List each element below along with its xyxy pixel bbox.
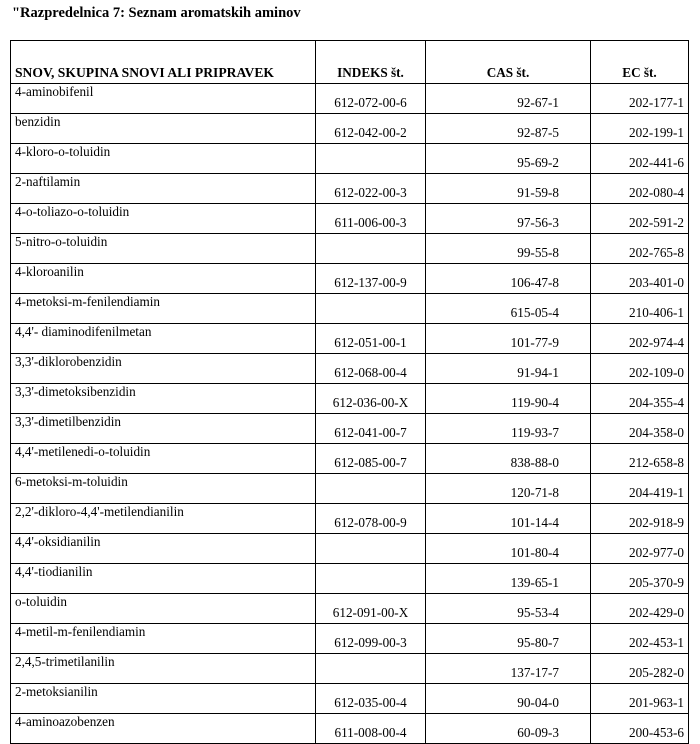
cell-index: 611-006-00-3 [316, 204, 426, 234]
cell-cas: 106-47-8 [426, 264, 591, 294]
cell-cas: 99-55-8 [426, 234, 591, 264]
cell-substance: 6-metoksi-m-toluidin [11, 474, 316, 504]
cell-index: 612-085-00-7 [316, 444, 426, 474]
cell-cas: 95-53-4 [426, 594, 591, 624]
aromatic-amines-table [10, 40, 689, 744]
cell-substance: 4,4'-oksidianilin [11, 534, 316, 564]
cell-index [316, 234, 426, 264]
table-row [11, 324, 689, 354]
cell-cas: 838-88-0 [426, 444, 591, 474]
cell-ec: 202-441-6 [591, 144, 689, 174]
cell-ec: 202-080-4 [591, 174, 689, 204]
cell-substance: 3,3'-dimetilbenzidin [11, 414, 316, 444]
table-row [11, 624, 689, 654]
header-index: INDEKS št. [316, 41, 426, 84]
cell-index: 612-022-00-3 [316, 174, 426, 204]
table-row [11, 114, 689, 144]
cell-index: 612-072-00-6 [316, 84, 426, 114]
table-row [11, 684, 689, 714]
cell-cas: 139-65-1 [426, 564, 591, 594]
cell-ec: 205-282-0 [591, 654, 689, 684]
header-substance: SNOV, SKUPINA SNOVI ALI PRIPRAVEK [11, 41, 316, 84]
table-row [11, 234, 689, 264]
cell-substance: 4-aminobifenil [11, 84, 316, 114]
cell-index: 612-035-00-4 [316, 684, 426, 714]
cell-substance: 4,4'-tiodianilin [11, 564, 316, 594]
cell-substance: 3,3'-dimetoksibenzidin [11, 384, 316, 414]
table-row [11, 84, 689, 114]
table-header-row [11, 41, 689, 84]
cell-cas: 101-80-4 [426, 534, 591, 564]
cell-cas: 95-80-7 [426, 624, 591, 654]
table-row [11, 414, 689, 444]
cell-ec: 202-918-9 [591, 504, 689, 534]
cell-cas: 91-94-1 [426, 354, 591, 384]
cell-cas: 92-87-5 [426, 114, 591, 144]
table-body [11, 84, 689, 744]
cell-ec: 204-419-1 [591, 474, 689, 504]
document-title: "Razpredelnica 7: Seznam aromatskih aminov [12, 5, 301, 21]
cell-cas: 60-09-3 [426, 714, 591, 744]
cell-substance: 4-aminoazobenzen [11, 714, 316, 744]
cell-substance: 4-metil-m-fenilendiamin [11, 624, 316, 654]
cell-index: 612-041-00-7 [316, 414, 426, 444]
cell-index: 612-068-00-4 [316, 354, 426, 384]
cell-index: 612-091-00-X [316, 594, 426, 624]
cell-ec: 202-977-0 [591, 534, 689, 564]
cell-ec: 202-765-8 [591, 234, 689, 264]
cell-cas: 90-04-0 [426, 684, 591, 714]
cell-ec: 202-429-0 [591, 594, 689, 624]
cell-substance: 4,4'-metilenedi-o-toluidin [11, 444, 316, 474]
cell-substance: 4-kloroanilin [11, 264, 316, 294]
cell-ec: 203-401-0 [591, 264, 689, 294]
table-row [11, 204, 689, 234]
cell-substance: 4-metoksi-m-fenilendiamin [11, 294, 316, 324]
table-row [11, 714, 689, 744]
cell-substance: 4-o-toliazo-o-toluidin [11, 204, 316, 234]
cell-substance: 5-nitro-o-toluidin [11, 234, 316, 264]
cell-substance: 4,4'- diaminodifenilmetan [11, 324, 316, 354]
cell-index: 612-051-00-1 [316, 324, 426, 354]
cell-cas: 101-77-9 [426, 324, 591, 354]
cell-substance: benzidin [11, 114, 316, 144]
cell-index: 611-008-00-4 [316, 714, 426, 744]
cell-cas: 119-90-4 [426, 384, 591, 414]
cell-index: 612-078-00-9 [316, 504, 426, 534]
cell-index: 612-099-00-3 [316, 624, 426, 654]
cell-index [316, 654, 426, 684]
table-row [11, 384, 689, 414]
cell-cas: 120-71-8 [426, 474, 591, 504]
cell-ec: 210-406-1 [591, 294, 689, 324]
table-row [11, 654, 689, 684]
cell-cas: 97-56-3 [426, 204, 591, 234]
cell-substance: 2,4,5-trimetilanilin [11, 654, 316, 684]
cell-cas: 615-05-4 [426, 294, 591, 324]
table-row [11, 144, 689, 174]
table-row [11, 594, 689, 624]
cell-ec: 202-177-1 [591, 84, 689, 114]
cell-ec: 204-358-0 [591, 414, 689, 444]
cell-ec: 204-355-4 [591, 384, 689, 414]
cell-index [316, 534, 426, 564]
table-row [11, 264, 689, 294]
table-row [11, 174, 689, 204]
cell-index: 612-137-00-9 [316, 264, 426, 294]
table-row [11, 444, 689, 474]
cell-cas: 95-69-2 [426, 144, 591, 174]
cell-ec: 205-370-9 [591, 564, 689, 594]
cell-cas: 137-17-7 [426, 654, 591, 684]
cell-ec: 212-658-8 [591, 444, 689, 474]
cell-substance: 2-naftilamin [11, 174, 316, 204]
cell-index: 612-036-00-X [316, 384, 426, 414]
cell-substance: 4-kloro-o-toluidin [11, 144, 316, 174]
cell-index: 612-042-00-2 [316, 114, 426, 144]
cell-ec: 202-591-2 [591, 204, 689, 234]
cell-index [316, 144, 426, 174]
header-ec: EC št. [591, 41, 689, 84]
cell-ec: 202-109-0 [591, 354, 689, 384]
cell-ec: 201-963-1 [591, 684, 689, 714]
table-row [11, 474, 689, 504]
cell-ec: 202-199-1 [591, 114, 689, 144]
table-row [11, 504, 689, 534]
cell-substance: 2,2'-dikloro-4,4'-metilendianilin [11, 504, 316, 534]
cell-index [316, 564, 426, 594]
cell-cas: 91-59-8 [426, 174, 591, 204]
header-cas: CAS št. [426, 41, 591, 84]
cell-cas: 92-67-1 [426, 84, 591, 114]
cell-index [316, 294, 426, 324]
cell-substance: 2-metoksianilin [11, 684, 316, 714]
table-row [11, 354, 689, 384]
table-row [11, 294, 689, 324]
cell-substance: 3,3'-diklorobenzidin [11, 354, 316, 384]
cell-ec: 202-974-4 [591, 324, 689, 354]
cell-substance: o-toluidin [11, 594, 316, 624]
cell-cas: 101-14-4 [426, 504, 591, 534]
cell-cas: 119-93-7 [426, 414, 591, 444]
table-row [11, 534, 689, 564]
cell-ec: 202-453-1 [591, 624, 689, 654]
table-row [11, 564, 689, 594]
cell-ec: 200-453-6 [591, 714, 689, 744]
cell-index [316, 474, 426, 504]
